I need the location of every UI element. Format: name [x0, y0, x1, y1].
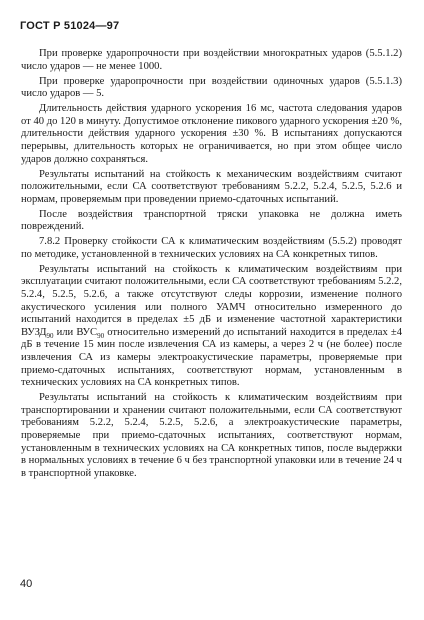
paragraph-climatic-check: 7.8.2 Проверку стойкости СА к климатическим воздействиям (5.5.2) проводят по методике, установленной в технических условиях на СА конкретных типов. [21, 236, 402, 260]
subscript: 90 [97, 331, 105, 340]
text-run: или ВУС [53, 326, 98, 338]
page-number: 40 [20, 578, 33, 590]
text-run: относительно измерений до испытаний находится в пределах ±4 дБ в течение 15 мин после извлечения СА из камеры, а через 2 ч (не более) после извлечения СА из камеры электроакустические параметры, проверяемые при приемо-сдаточных испытаниях, соответствуют нормам, установленным в технических условиях на СА конкретных типов. [21, 326, 403, 389]
paragraph-multiple-shocks: При проверке ударопрочности при воздействии многократных ударов (5.5.1.2) число ударов — не менее 1000. [21, 48, 402, 72]
document-body [21, 48, 402, 483]
paragraph-single-shocks: При проверке ударопрочности при воздействии одиночных ударов (5.5.1.3) число ударов — 5. [21, 75, 402, 100]
paragraph-climatic-transport-results: Результаты испытаний на стойкость к климатическим воздействиям при транспортировании и хранении считают положительными, если СА соответствуют требованиям 5.2.2, 5.2.4, 5.2.5, 5.2.6, а электроакустические параметры, проверяемые при приемо-сдаточных испытаниях, соответствуют нормам, установленным в технических условиях на СА конкретных типов, после выдержки в нормальных условиях в течение 6 ч без транспортной упаковки или в течение 24 ч в транспортной упаковке. [21, 392, 402, 479]
paragraph-climatic-operation-results [21, 264, 402, 390]
text-run: Результаты испытаний на стойкость к климатическим воздействиям при эксплуатации считают положительными, если СА соответствуют требованиям 5.2.2, 5.2.4, 5.2.5, 5.2.6, а также отсутствуют следы коррозии, изменение полного акустического усиления или полного УАМЧ относительно измеренного до испытаний находится в пределах ±5 дБ и изменение частотной характеристики ВУЗД [21, 263, 402, 338]
paragraph-transport-packaging: После воздействия транспортной тряски упаковка не должна иметь повреждений. [21, 208, 402, 233]
subscript: 90 [46, 331, 54, 340]
standard-header: ГОСТ Р 51024—97 [20, 20, 120, 32]
paragraph-mechanical-results: Результаты испытаний на стойкость к механическим воздействиям считают положительными, если СА соответствуют требованиям 5.2.2, 5.2.4, 5.2.5, 5.2.6 и нормам, проверяемым при проведении приемо-сдаточных испытаний. [21, 168, 402, 205]
paragraph-shock-duration: Длительность действия ударного ускорения 16 мс, частота следования ударов от 40 до 120 в минуту. Допустимое отклонение пикового ударного ускорения ±20 %, длительности действия ударного ускорения ±30 %. В испытаниях допускаются перерывы, длительность которых не ограничивается, но при этом общее число ударов должно сохраняться. [21, 103, 402, 165]
